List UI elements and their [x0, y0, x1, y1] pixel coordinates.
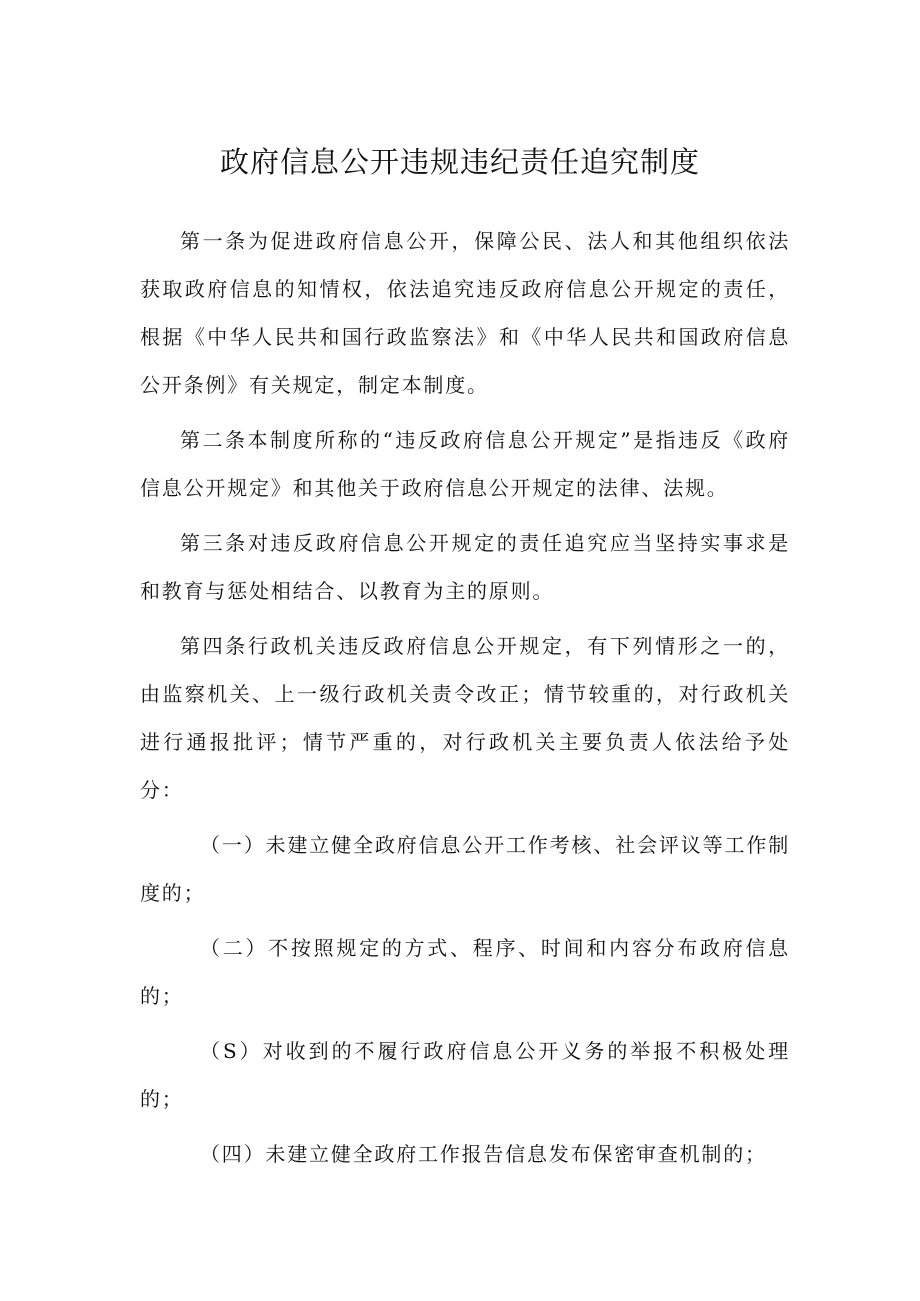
document-body	[140, 217, 790, 1185]
document-title: 政府信息公开违规违纪责任追究制度	[219, 145, 700, 179]
article-4-paragraph: 第四条行政机关违反政府信息公开规定，有下列情形之一的，由监察机关、上一级行政机关责令改正；情节较重的，对行政机关进行通报批评；情节严重的，对行政机关主要负责人依法给予处分：	[140, 634, 790, 802]
article-4-item-3: （S）对收到的不履行政府信息公开义务的举报不积极处理的；	[140, 1039, 790, 1111]
article-4-item-2: （二）不按照规定的方式、程序、时间和内容分布政府信息的；	[140, 936, 790, 1008]
article-4-item-4: （四）未建立健全政府工作报告信息发布保密审查机制的；	[200, 1142, 767, 1166]
article-1-paragraph: 第一条为促进政府信息公开，保障公民、法人和其他组织依法获取政府信息的知情权，依法追究违反政府信息公开规定的责任，根据《中华人民共和国行政监察法》和《中华人民共和国政府信息公开条例》有关规定，制定本制度。	[140, 229, 790, 397]
article-3-paragraph: 第三条对违反政府信息公开规定的责任追究应当坚持实事求是和教育与惩处相结合、以教育为主的原则。	[140, 531, 790, 603]
article-4-item-1: （一）未建立健全政府信息公开工作考核、社会评议等工作制度的；	[140, 833, 790, 905]
article-2-paragraph: 第二条本制度所称的“违反政府信息公开规定”是指违反《政府信息公开规定》和其他关于政府信息公开规定的法律、法规。	[140, 428, 790, 500]
